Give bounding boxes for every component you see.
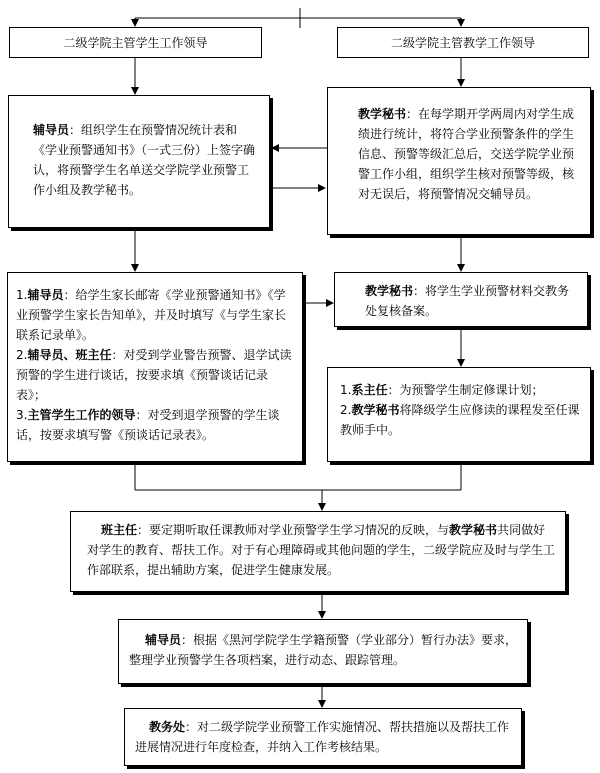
academic-affairs-text: 教务处：对二级学院学业预警工作实施情况、帮扶措施以及帮扶工作进展情况进行年度检查，并纳入工作考核结果。 <box>135 720 510 754</box>
leader-student-label: 二级学院主管学生工作领导 <box>63 35 208 50</box>
multi-left-item-1: 1.辅导员：给学生家长邮寄《学业预警通知书》《学业预警学生家长告知单》，并及时填写《与学生家长联系记录单》。 <box>16 288 287 342</box>
multi-right-item-2: 2.教学秘书将降级学生应修读的课程发至任课教师手中。 <box>340 403 580 437</box>
secretary-1-box <box>327 87 591 235</box>
multi-left-item-3: 3.主管学生工作的领导：对受到退学预警的学生谈话，按要求填写警《预谈话记录表》。 <box>16 408 280 442</box>
class-teacher-text: 班主任：要定期听取任课教师对学业预警学生学习情况的反映，与教学秘书共同做好对学生的教育、帮扶工作。对于有心理障碍或其他问题的学生，二级学院应及时与学生工作部联系，提出辅助方案，促进学生健康发展。 <box>87 523 556 577</box>
multi-left-box <box>7 272 303 462</box>
class-teacher-box <box>70 511 566 592</box>
multi-left-item-2: 2.辅导员、班主任：对受到学业警告预警、退学试读预警的学生进行谈话，按要求填《预警谈话记录表》； <box>16 348 292 402</box>
multi-right-item-1: 1.系主任：为预警学生制定修课计划； <box>340 383 544 397</box>
secretary-1-text: 教学秘书：在每学期开学两周内对学生成绩进行统计，将符合学业预警条件的学生信息、预警等级汇总后，交送学院学业预警工作小组，组织学生核对预警等级，核对无误后，将预警情况交辅导员。 <box>358 107 575 201</box>
leader-teaching-label: 二级学院主管教学工作领导 <box>390 35 535 50</box>
secretary-2-box <box>334 272 588 327</box>
counselor-1-box <box>8 95 270 228</box>
counselor-1-text: 辅导员：组织学生在预警情况统计表和《学业预警通知书》（一式三份）上签字确认，将预警学生名单送交学院学业预警工作小组及教学秘书。 <box>33 123 256 197</box>
secretary-2-text: 教学秘书：将学生学业预警材料交教务处复核备案。 <box>365 284 570 318</box>
academic-affairs-box <box>124 708 522 766</box>
leader-student-box <box>9 27 262 58</box>
multi-right-box <box>327 367 591 462</box>
leader-teaching-box <box>337 27 589 58</box>
counselor-2-text: 辅导员：根据《黑河学院学生学籍预警（学业部分）暂行办法》要求，整理学业预警学生各项档案，进行动态、跟踪管理。 <box>129 633 518 667</box>
counselor-2-box <box>118 619 528 684</box>
